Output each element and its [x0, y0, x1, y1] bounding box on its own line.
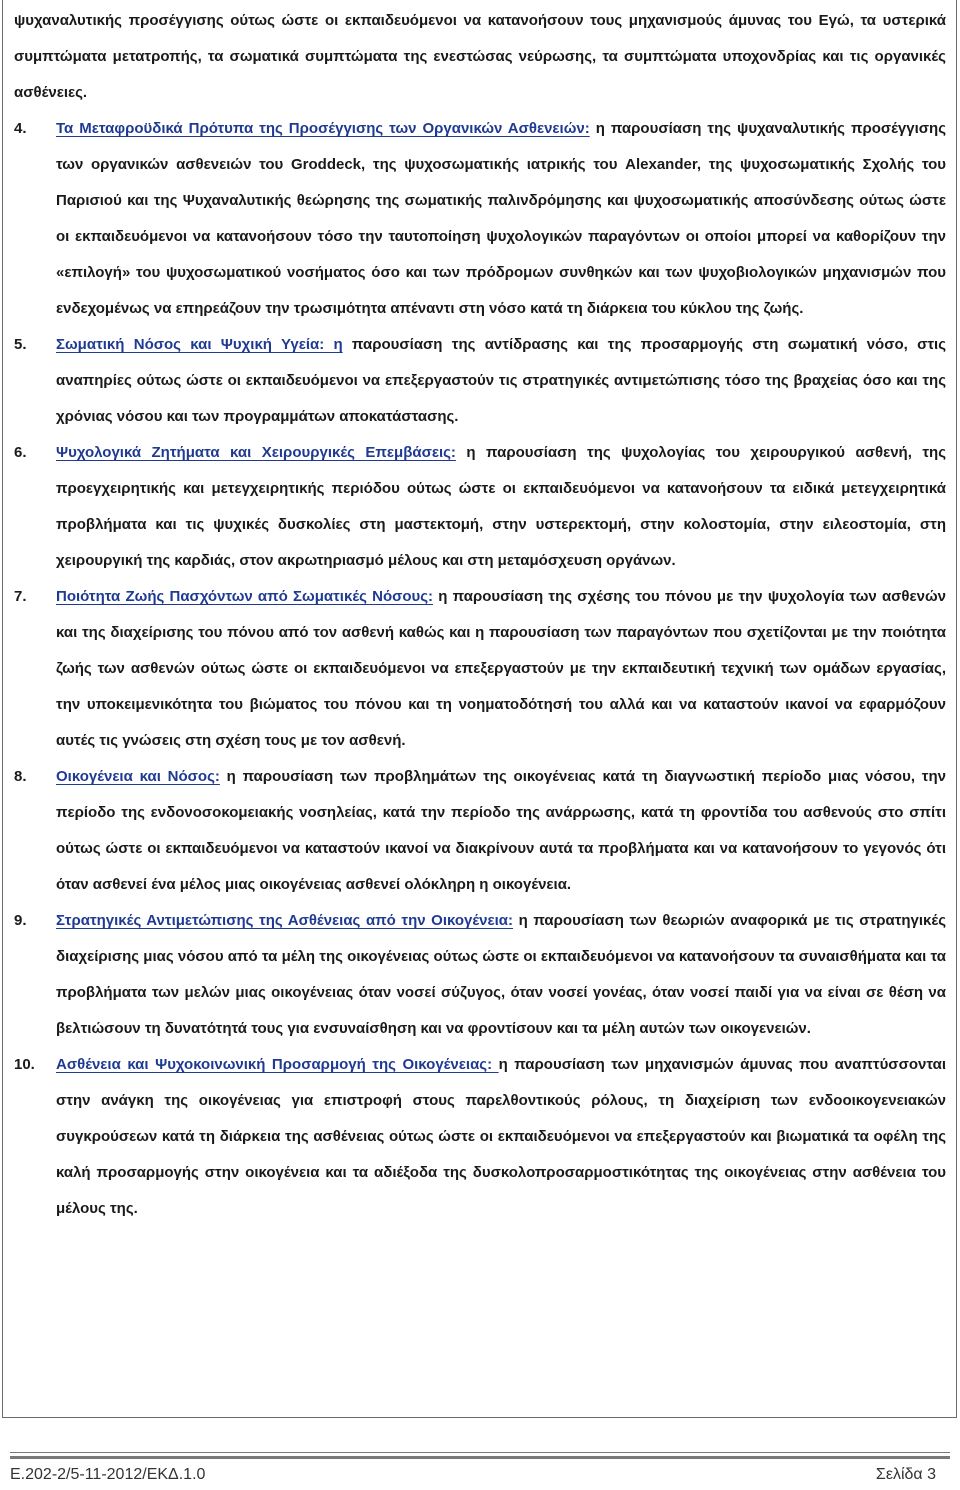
- item-body: η παρουσίαση των θεωριών αναφορικά με τις στρατηγικές διαχείρισης μιας νόσου από τα μέλη της οικογένειας ούτως ώστε οι εκπαιδευόμενοι να κατανοήσουν τα συναισθήματα και τα προβλήματα των μελών μιας οικογένειας όταν νοσεί σύζυγος, όταν νοσεί γονέας, όταν νοσεί παιδί για να είναι σε θέση να βελτιώσουν τη δυνατότητά τους για ενσυναίσθηση και να φροντίσουν και τα μέλη αυτών των οικογενειών.: [56, 912, 946, 1037]
- document-body: [14, 3, 946, 1227]
- list-item-7: [14, 579, 946, 759]
- item-title: Ψυχολογικά Ζητήματα και Χειρουργικές Επεμβάσεις:: [56, 444, 456, 461]
- footer-divider-thick: [10, 1456, 950, 1459]
- item-title: Τα Μεταφροϋδικά Πρότυπα της Προσέγγισης των Οργανικών Ασθενειών:: [56, 120, 590, 137]
- footer-document-code: Ε.202-2/5-11-2012/ΕΚΔ.1.0: [10, 1466, 206, 1483]
- item-number: 9.: [14, 912, 27, 929]
- footer-divider: [10, 1452, 950, 1453]
- item-number: 6.: [14, 444, 27, 461]
- item-number: 4.: [14, 120, 27, 137]
- item-body: η παρουσίαση της ψυχολογίας του χειρουργικού ασθενή, της προεγχειρητικής και μετεγχειρητικής περιόδου ούτως ώστε οι εκπαιδευόμενοι να κατανοήσουν τα ειδικά μετεγχειρητικά προβλήματα και τις ψυχικές δυσκολίες στη μαστεκτομή, στην υστερεκτομή, στην κολοστομία, στην ειλεοστομία, στη χειρουργική της καρδιάς, στον ακρωτηριασμό μέλους και στη μεταμόσχευση οργάνων.: [56, 444, 946, 569]
- intro-paragraph: ψυχαναλυτικής προσέγγισης ούτως ώστε οι εκπαιδευόμενοι να κατανοήσουν τους μηχανισμούς άμυνας του Εγώ, τα υστερικά συμπτώματα μετατροπής, τα σωματικά συμπτώματα της ενεστώσας νεύρωσης, τα συμπτώματα υποχονδρίας και τις οργανικές ασθένειες.: [14, 12, 946, 101]
- list-item-4: [14, 111, 946, 327]
- item-body: η παρουσίαση των μηχανισμών άμυνας που αναπτύσσονται στην ανάγκη της οικογένειας για επιστροφή στους παρελθοντικούς ρόλους, τη διαχείριση των ενδοοικογενειακών συγκρούσεων κατά τη διάρκεια της ασθένειας ούτως ώστε οι εκπαιδευόμενοι να επεξεργαστούν και βιωματικά τα οφέλη της καλή προσαρμογής στην οικογένεια και τα αδιέξοδα της δυσκολοπροσαρμοστικότητας της οικογένειας στην ασθένεια του μέλους της.: [56, 1056, 946, 1217]
- item-title: Οικογένεια και Νόσος:: [56, 768, 220, 785]
- list-item-6: [14, 435, 946, 579]
- item-title: Σωματική Νόσος και Ψυχική Υγεία: η: [56, 336, 343, 353]
- item-body: η παρουσίαση των προβλημάτων της οικογένειας κατά τη διαγνωστική περίοδο μιας νόσου, την περίοδο της ενδονοσοκομειακής νοσηλείας, κατά την περίοδο της ανάρρωσης, κατά τη φροντίδα του ασθενούς στο σπίτι ούτως ώστε οι εκπαιδευόμενοι να καταστούν ικανοί να διακρίνουν αυτά τα προβλήματα και να κατανοήσουν το γεγονός ότι όταν ασθενεί ένα μέλος μιας οικογένειας ασθενεί ολόκληρη η οικογένεια.: [56, 768, 946, 893]
- list-item-9: [14, 903, 946, 1047]
- list-item-10: [14, 1047, 946, 1227]
- item-title: Ασθένεια και Ψυχοκοινωνική Προσαρμογή της Οικογένειας:: [56, 1056, 499, 1073]
- item-body: παρουσίαση της αντίδρασης και της προσαρμογής στη σωματική νόσο, στις αναπηρίες ούτως ώστε οι εκπαιδευόμενοι να επεξεργαστούν τις στρατηγικές αντιμετώπισης τόσο της βραχείας όσο και της χρόνιας νόσου και των προγραμμάτων αποκατάστασης.: [56, 336, 946, 425]
- item-number: 5.: [14, 336, 27, 353]
- list-item-8: [14, 759, 946, 903]
- footer-page-number: Σελίδα 3: [875, 1466, 936, 1483]
- item-title: Ποιότητα Ζωής Πασχόντων από Σωματικές Νόσους:: [56, 588, 434, 605]
- list-item-5: [14, 327, 946, 435]
- item-title: Στρατηγικές Αντιμετώπισης της Ασθένειας από την Οικογένεια:: [56, 912, 514, 929]
- item-body: η παρουσίαση της σχέσης του πόνου με την ψυχολογία των ασθενών και της διαχείρισης του πόνου από τον ασθενή καθώς και η παρουσίαση των παραγόντων που σχετίζονται με την ποιότητα ζωής των ασθενών ούτως ώστε οι εκπαιδευόμενοι να επεξεργαστούν με την εκπαιδευτική τεχνική των ομάδων εργασίας, την υποκειμενικότητα του βιώματος του πόνου και τη νοηματοδότησή του αλλά και να καταστούν ικανοί να εφαρμόζουν αυτές τις γνώσεις στη σχέση τους με τον ασθενή.: [56, 588, 947, 749]
- item-body: η παρουσίαση της ψυχαναλυτικής προσέγγισης των οργανικών ασθενειών του Groddeck, της ψυχοσωματικής ιατρικής του Alexander, της ψυχοσωματικής Σχολής του Παρισιού και της Ψυχαναλυτικής θεώρησης της σωματικής παλινδρόμησης και ψυχοσωματικής αποσύνδεσης ούτως ώστε οι εκπαιδευόμενοι να κατανοήσουν τόσο την ταυτοποίηση ψυχολογικών παραγόντων οι οποίοι μπορεί να καθορίζουν την «επιλογή» του ψυχοσωματικού νοσήματος όσο και των πρόδρομων συνθηκών και των ψυχοβιολογικών μηχανισμών που ενδεχομένως να επηρεάζουν την τρωσιμότητα απέναντι στη νόσο κατά τη διάρκεια του κύκλου της ζωής.: [56, 120, 946, 317]
- item-number: 7.: [14, 588, 27, 605]
- item-number: 8.: [14, 768, 27, 785]
- item-number: 10.: [14, 1056, 35, 1073]
